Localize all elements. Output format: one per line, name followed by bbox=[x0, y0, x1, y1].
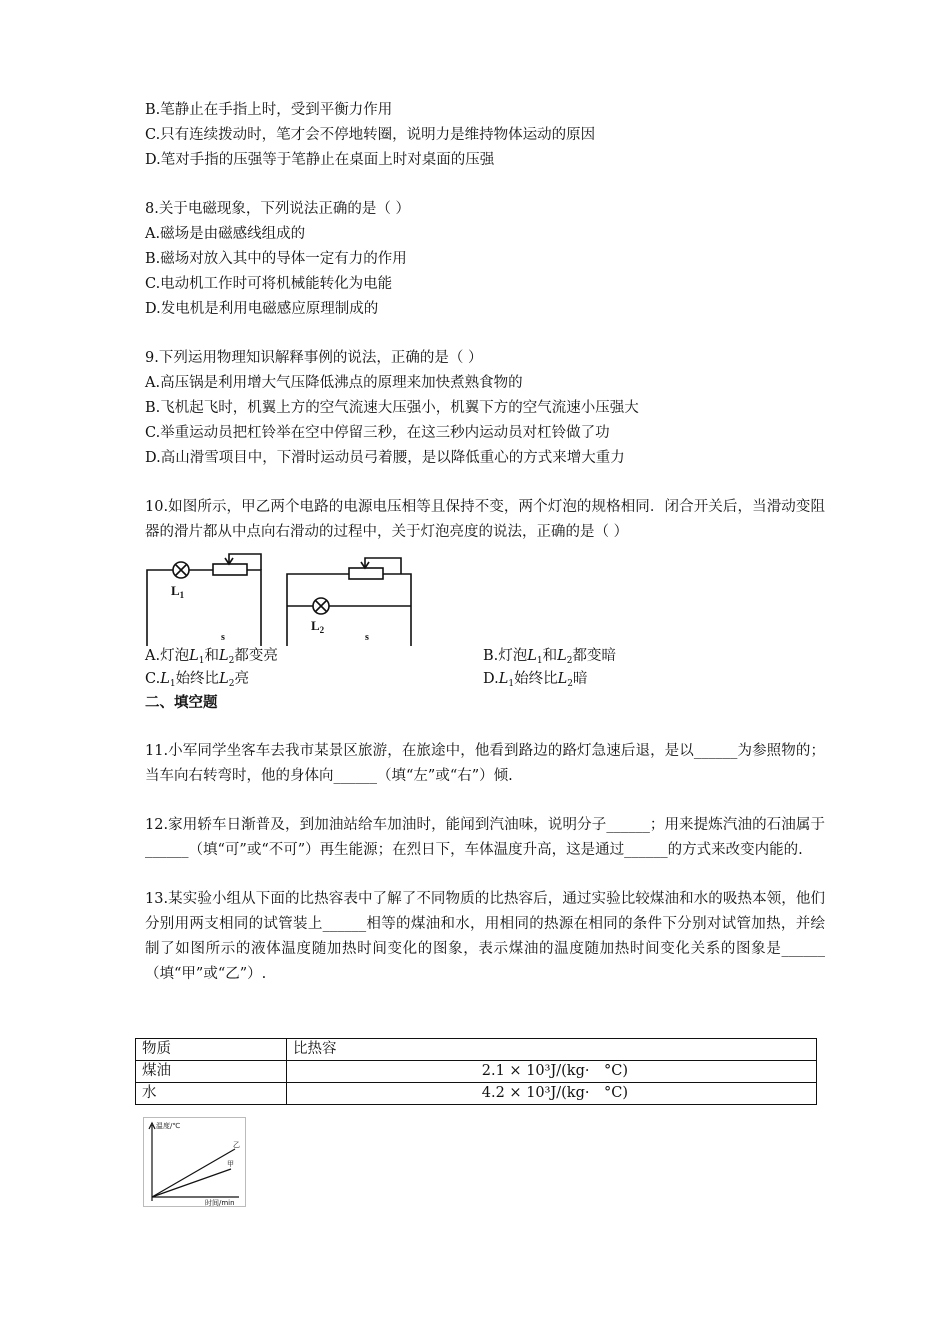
q11-text: 11.小军同学坐客车去我市某景区旅游，在旅途中，他看到路边的路灯急速后退，是以______为参照物的；当车向右转弯时，他的身体向______（填“左”或“右”）倾. bbox=[145, 743, 825, 784]
section-heading: 二、填空题 bbox=[145, 695, 218, 711]
q9-stem: 9.下列运用物理知识解释事例的说法，正确的是（ ） bbox=[145, 350, 483, 366]
q8-option-a: A.磁场是由磁感线组成的 bbox=[145, 226, 306, 242]
table-row bbox=[136, 1061, 817, 1083]
q8-option-c: C.电动机工作时可将机械能转化为电能 bbox=[145, 276, 393, 292]
switch-label-1: s bbox=[221, 632, 225, 643]
lamp-l1-label: $L_1$ bbox=[171, 583, 185, 600]
q8-option-d: D.发电机是利用电磁感应原理制成的 bbox=[145, 301, 379, 317]
table-header-row bbox=[136, 1039, 817, 1061]
q7-option-d: D.笔对手指的压强等于笔静止在桌面上时对桌面的压强 bbox=[145, 152, 495, 168]
q8-stem: 8.关于电磁现象，下列说法正确的是（ ） bbox=[145, 201, 410, 217]
table-cell-substance: 水 bbox=[136, 1083, 287, 1105]
q8-option-b: B.磁场对放入其中的导体一定有力的作用 bbox=[145, 251, 407, 267]
q9-option-b: B.飞机起飞时，机翼上方的空气流速大压强小，机翼下方的空气流速小压强大 bbox=[145, 400, 639, 416]
lamp-l2-label: $L_2$ bbox=[311, 618, 325, 635]
q12-text: 12.家用轿车日渐普及，到加油站给车加油时，能闻到汽油味，说明分子______；用来提炼汽油的石油属于______（填“可”或“不可”）再生能源；在烈日下，车体温度升高，这是通过______的方式来改变内能的. bbox=[145, 817, 825, 858]
table-cell-substance: 煤油 bbox=[136, 1061, 287, 1083]
specific-heat-table bbox=[135, 1038, 817, 1105]
line-yi bbox=[152, 1149, 235, 1197]
table-header-substance: 物质 bbox=[136, 1039, 287, 1061]
q9-option-c: C.举重运动员把杠铃举在空中停留三秒，在这三秒内运动员对杠铃做了功 bbox=[145, 425, 610, 441]
q9-option-d: D.高山滑雪项目中，下滑时运动员弓着腰，是以降低重心的方式来增大重力 bbox=[145, 450, 625, 466]
q10-options-row1 bbox=[145, 645, 825, 668]
q10-options-row2 bbox=[145, 668, 825, 691]
line-jia bbox=[152, 1169, 231, 1197]
document-body bbox=[145, 98, 825, 987]
table-header-heat: 比热容 bbox=[287, 1039, 817, 1061]
q10-option-a: A.灯泡$L_1$和$L_2$都变亮 bbox=[145, 648, 278, 666]
q13-text: 13.某实验小组从下面的比热容表中了解了不同物质的比热容后，通过实验比较煤油和水的吸热本领，他们分别用两支相同的试管装上______相等的煤油和水，用相同的热源在相同的条件下分别对试管加热，并绘制了如图所示的液体温度随加热时间变化的图象，表示煤油的温度随加热时间变化关系的图象是______（填“甲”或“乙”）. bbox=[145, 891, 825, 982]
temperature-graph bbox=[143, 1117, 246, 1207]
table-row bbox=[136, 1083, 817, 1105]
graph-line-label-top: 乙 bbox=[233, 1141, 240, 1149]
q7-option-c: C.只有连续拨动时，笔才会不停地转圈，说明力是维持物体运动的原因 bbox=[145, 127, 596, 143]
q10-option-b: B.灯泡$L_1$和$L_2$都变暗 bbox=[483, 648, 617, 666]
table-cell-heat: 4.2 × 10³J/(kg· °C) bbox=[287, 1083, 817, 1105]
graph-y-label: 温度/℃ bbox=[156, 1122, 181, 1130]
table-cell-heat: 2.1 × 10³J/(kg· °C) bbox=[287, 1061, 817, 1083]
graph-line-label-bottom: 甲 bbox=[227, 1160, 234, 1168]
switch-label-2: s bbox=[365, 632, 369, 643]
q10-option-d: $D.L_1$始终比$L_2$暗 bbox=[483, 671, 588, 689]
q10-stem: 10.如图所示，甲乙两个电路的电源电压相等且保持不变，两个灯泡的规格相同．闭合开关后，当滑动变阻器的滑片都从中点向右滑动的过程中，关于灯泡亮度的说法，正确的是（ ） bbox=[145, 499, 825, 540]
graph-x-label: 时间/min bbox=[205, 1199, 235, 1207]
q10-option-c: $C.L_1$始终比$L_2$亮 bbox=[145, 671, 249, 689]
q9-option-a: A.高压锅是利用增大气压降低沸点的原理来加快煮熟食物的 bbox=[145, 375, 523, 391]
q7-option-b: B.笔静止在手指上时，受到平衡力作用 bbox=[145, 102, 393, 118]
circuit-figure bbox=[143, 548, 423, 646]
